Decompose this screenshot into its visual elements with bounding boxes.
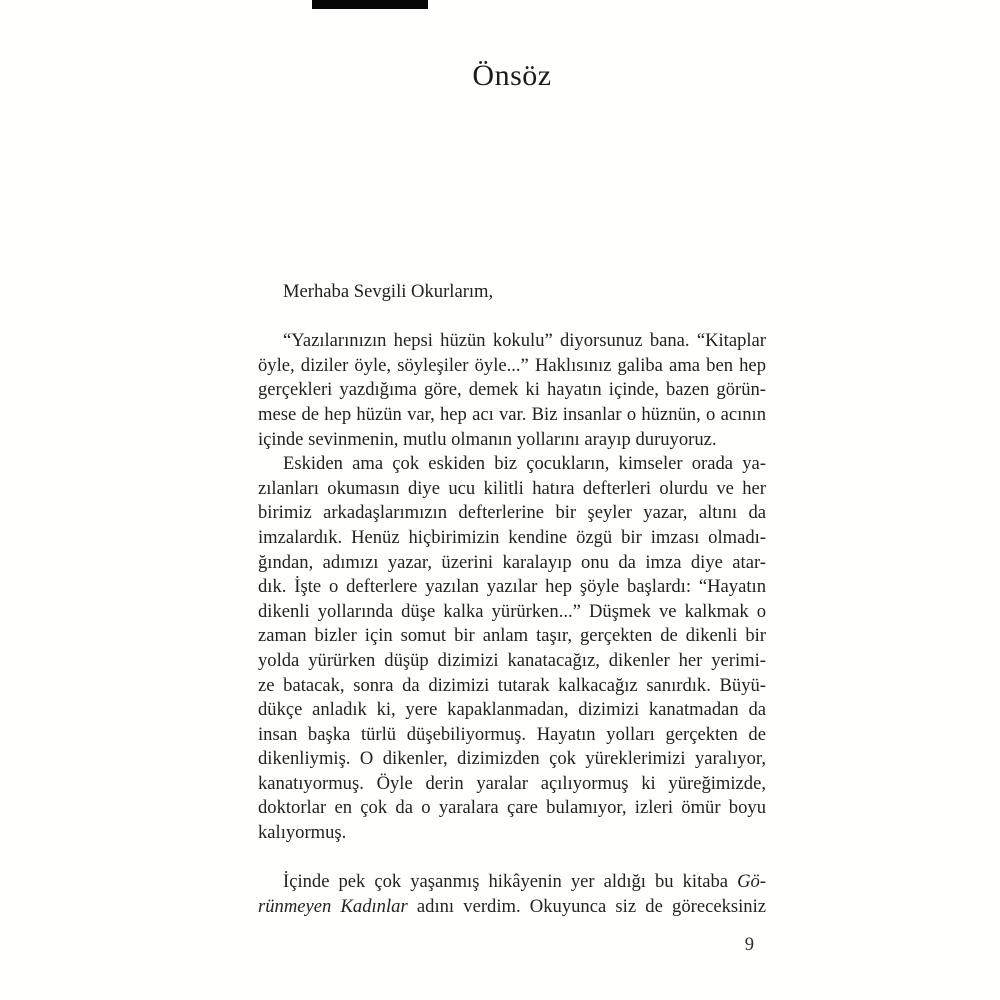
text-segment: içinde sevinmenin, mutlu olmanın yollarını arayıp duruyoruz.: [258, 428, 717, 450]
text-segment: “Yazılarınızın hepsi hüzün kokulu” diyorsunuz bana. “Kitaplar: [283, 330, 766, 352]
text-segment: birimiz arkadaşlarımızın defterlerine bir şeyler yazar, altını da: [258, 502, 766, 524]
text-segment: ğından, adımızı yazar, üzerini karalayıp onu da imza diye atar-: [258, 551, 766, 573]
text-line: [258, 796, 766, 821]
book-title-italic: rünmeyen Kadınlar: [258, 895, 408, 917]
paragraph: [258, 329, 766, 452]
paragraph: [258, 452, 766, 846]
text-line: [258, 526, 766, 551]
text-segment: kalıyormuş.: [258, 822, 347, 844]
text-line: [258, 378, 766, 403]
text-segment: insan başka türlü düşebiliyormuş. Hayatın yolları gerçekten de: [258, 723, 766, 745]
text-line: [258, 354, 766, 379]
text-segment: İçinde pek çok yaşanmış hikâyenin yer aldığı bu kitaba: [283, 871, 738, 893]
text-segment: zılanları okumasın diye ucu kilitli hatıra defterleri olurdu ve her: [258, 477, 766, 499]
text-line: [258, 428, 766, 453]
text-line: [258, 870, 766, 895]
text-segment: mese de hep hüzün var, hep acı var. Biz insanlar o hüznün, o acının: [258, 403, 766, 425]
text-line: [258, 329, 766, 354]
text-line: [258, 821, 766, 846]
text-line: [258, 452, 766, 477]
text-line: [258, 624, 766, 649]
paragraph: [258, 870, 766, 919]
text-line: [258, 895, 766, 920]
text-segment: dükçe anladık ki, yere kapaklanmadan, dizimizi kanatmadan da: [258, 699, 766, 721]
text-segment: adını verdim. Okuyunca siz de göreceksiniz: [407, 895, 766, 917]
text-line: [258, 501, 766, 526]
page-number: 9: [744, 934, 754, 955]
text-segment: kanatıyormuş. Öyle derin yaralar açılıyormuş ki yüreğimizde,: [258, 772, 766, 794]
text-line: [258, 674, 766, 699]
text-line: [258, 551, 766, 576]
text-segment: dık. İşte o defterlere yazılan yazılar hep şöyle başlardı: “Hayatın: [258, 576, 766, 598]
text-line: [258, 723, 766, 748]
text-line: [258, 698, 766, 723]
text-block: [258, 280, 766, 919]
text-segment: dikenliymiş. O dikenler, dizimizden çok yüreklerimizi yaralıyor,: [258, 748, 766, 770]
text-line: [258, 747, 766, 772]
text-line: [258, 477, 766, 502]
text-segment: ze batacak, sonra da dizimizi tutarak kalkacağız sanırdık. Büyü-: [258, 674, 766, 696]
text-segment: gerçekleri yazdığıma göre, demek ki hayatın içinde, bazen görün-: [258, 379, 766, 401]
text-line: [258, 575, 766, 600]
page-title: Önsöz: [472, 59, 552, 92]
text-segment: Eskiden ama çok eskiden biz çocukların, kimseler orada ya-: [283, 453, 766, 475]
text-segment: Merhaba Sevgili Okurlarım,: [283, 281, 494, 302]
text-segment: dikenli yollarında düşe kalka yürürken...” Düşmek ve kalkmak o: [258, 600, 766, 622]
text-segment: imzalardık. Henüz hiçbirimizin kendine özgü bir imzası olmadı-: [258, 526, 766, 548]
paragraph: [258, 280, 766, 305]
text-segment: zaman bizler için somut bir anlam taşır, gerçekten de dikenli bir: [258, 625, 766, 647]
text-segment: yolda yürürken düşüp dizimizi kanatacağız, dikenler her yerimi-: [258, 649, 766, 671]
book-title-italic: Gö-: [737, 871, 766, 893]
text-segment: öyle, diziler öyle, söyleşiler öyle...” Haklısınız galiba ama ben hep: [258, 354, 766, 376]
text-line: [258, 280, 766, 305]
text-line: [258, 600, 766, 625]
text-segment: doktorlar en çok da o yaralara çare bulamıyor, izleri ömür boyu: [258, 797, 766, 819]
top-edge-bar: [312, 0, 428, 9]
text-line: [258, 649, 766, 674]
text-line: [258, 403, 766, 428]
text-line: [258, 772, 766, 797]
